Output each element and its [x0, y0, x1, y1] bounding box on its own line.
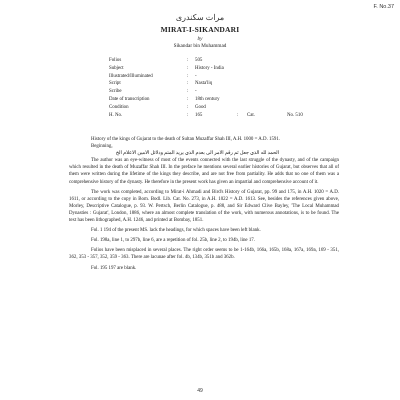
metadata-colon: : — [187, 96, 189, 102]
paragraph-author: The author was an eye-witness of most of the events connected with the last struggle of the dynasty, and of the campaign which resulted in the death of Muzaffar Shah III. In the preface he mentions several earlier histories of Gujarat, but observes that all of them were written during the lifetime of the kings they describe, and are not free from partiality. He adds that no one of them was a comprehensive history of the dynasty. He therefore in the present work has given an impartial and comprehensive account of it. — [69, 158, 339, 185]
description-body — [69, 136, 339, 272]
metadata-row — [109, 96, 309, 104]
page-number: 49 — [197, 388, 203, 394]
metadata-value: Good — [195, 104, 206, 110]
beginning-label: Beginning, — [91, 144, 113, 150]
metadata-colon: : — [187, 81, 189, 87]
metadata-label: Condition — [109, 104, 129, 110]
paragraph-blank-folios: Fol. 195 197 are blank. — [91, 265, 137, 271]
metadata-row — [109, 88, 309, 96]
metadata-value: Nasta'liq — [195, 81, 213, 87]
metadata-catalogue-label: Cat. — [247, 112, 256, 118]
metadata-value: History - India — [195, 65, 224, 71]
metadata-colon: : — [187, 89, 189, 95]
metadata-value: 18th century — [195, 96, 220, 102]
metadata-label: Scribe — [109, 89, 122, 95]
metadata-label: Folios — [109, 58, 122, 63]
metadata-colon: : — [237, 112, 239, 118]
metadata-row — [109, 57, 309, 65]
paragraph-misplaced-folios: Folios have been misplaced in several places. The right order seems to be 1-164b, 166a, 165b, 168a, 167a, 169a, 169 - 351, 362, 353 - 357, 352, 359 - 363. There are lacunae after fol. 4b, 134b, 351b and 362b. — [69, 248, 339, 261]
page-reference: F. No.37 — [373, 4, 394, 10]
author-name: Sikandar bin Muhammad — [173, 43, 227, 49]
metadata-value: - — [195, 73, 197, 79]
metadata-value: 505 — [195, 58, 203, 63]
metadata-value: 165 — [195, 112, 203, 118]
paragraph-repetition: Fol. 198a, line 1, to 297b, line 6, are a repetition of fol. 25b, line 2, to 194b, line 17. — [91, 238, 255, 244]
metadata-row — [109, 104, 309, 112]
by-label: by — [197, 36, 203, 42]
paragraph-headings: Fol. 1 194 of the present MS. lack the headings, for which spaces have been left blank. — [91, 228, 261, 234]
arabic-title: مرات سکندری — [175, 13, 225, 22]
metadata-label: Date of transcription — [109, 96, 150, 102]
metadata-row — [109, 73, 309, 81]
metadata-colon: : — [187, 104, 189, 110]
metadata-label: Illustrated/Illuminated — [109, 73, 153, 79]
metadata-colon: : — [187, 65, 189, 71]
metadata-row — [109, 65, 309, 73]
metadata-value: - — [195, 89, 197, 95]
metadata-catalogue-value: No. 510 — [287, 112, 303, 118]
metadata-row — [109, 80, 309, 88]
arabic-beginning-text: الحمد لله الذي جعل ثم رقم الامر الى بعدم الذي يريد المتم ودلائل الامين الاعلام الخ — [115, 151, 279, 157]
metadata-table — [109, 57, 309, 119]
metadata-label: H. No. — [109, 112, 123, 118]
metadata-label: Script — [109, 81, 121, 87]
metadata-label: Subject — [109, 65, 124, 71]
metadata-colon: : — [187, 112, 189, 118]
paragraph-summary: History of the kings of Gujarat to the death of Sultan Muzaffar Shah III, A.H. 1000 = A.D. 1591. — [91, 137, 281, 142]
manuscript-title: MIRAT-I-SIKANDARI — [160, 25, 240, 34]
paragraph-completion: The work was completed, according to Mirat-i Ahmadi and Bird's History of Gujarat, pp. 99 and 175, in A.H. 1020 = A.D. 1611, or according to the copy in Bom. Bodl. Lib. Cat. No. 273, in A.H. 1022 = A.D. 1613. See, besides the references given above, Morley, Descriptive Catalogue, p. 93. W. Pertsch, Berlin Catalogue, p. 488, and Sir Edward Clive Bayley, 'The Local Muhammad Dynasties : Gujarat', London, 1886, where an almost complete translation of the work, with numerous annotations, is to be found. The text has been lithographed, A.H. 1246, and printed at Bombay, 1851. — [69, 189, 339, 224]
metadata-row — [109, 112, 309, 120]
metadata-colon: : — [187, 58, 189, 63]
metadata-colon: : — [187, 73, 189, 79]
